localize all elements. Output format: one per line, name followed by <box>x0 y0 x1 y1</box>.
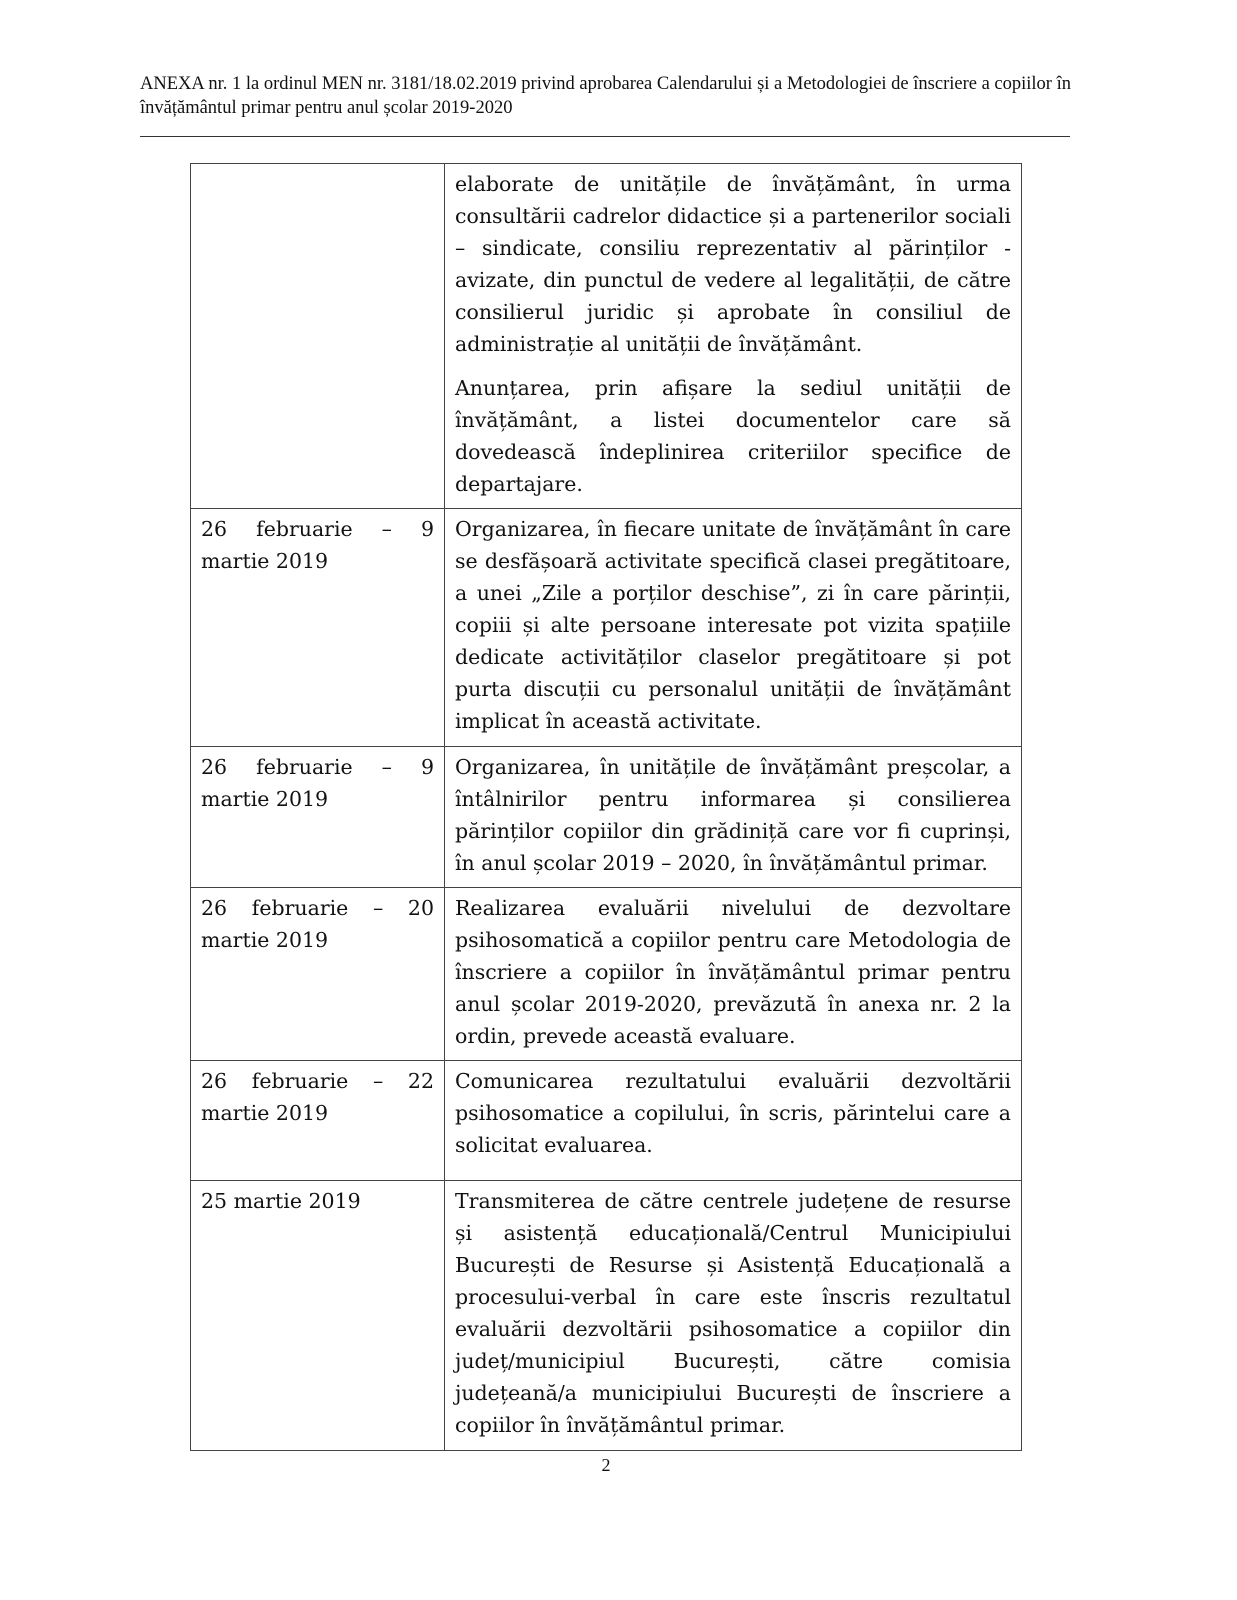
page-header: ANEXA nr. 1 la ordinul MEN nr. 3181/18.02.2019 privind aprobarea Calendarului și a Metodologiei de înscriere a copiilor în învățământul primar pentru anul școlar 2019-2020 <box>140 74 1071 118</box>
table-row <box>191 1181 1022 1451</box>
activity-cell <box>445 1061 1022 1181</box>
date-cell: 26 februarie – 20 martie 2019 <box>191 888 445 1061</box>
activity-paragraph: Transmiterea de către centrele județene de resurse și asistență educațională/Centrul Municipiului București de Resurse și Asistență Educațională a procesului-verbal în care este înscris rezultatul evaluării dezvoltării psihosomatice a copiilor din județ/municipiul București, către comisia județeană/a municipiului București de înscriere a copiilor în învățământul primar. <box>455 1189 1011 1437</box>
table-row <box>191 1061 1022 1181</box>
date-cell <box>191 164 445 509</box>
date-cell: 26 februarie – 9 martie 2019 <box>191 747 445 888</box>
date-cell: 26 februarie – 9 martie 2019 <box>191 509 445 747</box>
activity-cell <box>445 888 1022 1061</box>
activity-paragraph: Organizarea, în unitățile de învățământ preșcolar, a întâlnirilor pentru informarea și consilierea părinților copiilor din grădiniță care vor fi cuprinși, în anul școlar 2019 – 2020, în învățământul primar. <box>455 755 1011 875</box>
table-row <box>191 888 1022 1061</box>
header-divider <box>140 136 1070 137</box>
activity-paragraph: Comunicarea rezultatului evaluării dezvoltării psihosomatice a copilului, în scris, părintelui care a solicitat evaluarea. <box>455 1069 1011 1157</box>
table-row <box>191 747 1022 888</box>
date-cell: 25 martie 2019 <box>191 1181 445 1451</box>
activity-paragraph: Anunțarea, prin afișare la sediul unității de învățământ, a listei documentelor care să dovedească îndeplinirea criteriilor specifice de departajare. <box>455 376 1011 496</box>
activity-cell <box>445 509 1022 747</box>
calendar-table <box>190 163 1022 1451</box>
table-row <box>191 164 1022 509</box>
page-number: 2 <box>601 1455 611 1475</box>
activity-paragraph: Organizarea, în fiecare unitate de învățământ în care se desfășoară activitate specifică clasei pregătitoare, a unei „Zile a porților deschise”, zi în care părinții, copiii și alte persoane interesate pot vizita spațiile dedicate activităților claselor pregătitoare și pot purta discuții cu personalul unității de învățământ implicat în această activitate. <box>455 517 1011 733</box>
activity-paragraph: Realizarea evaluării nivelului de dezvoltare psihosomatică a copiilor pentru care Metodologia de înscriere a copiilor în învățământul primar pentru anul școlar 2019-2020, prevăzută în anexa nr. 2 la ordin, prevede această evaluare. <box>455 896 1011 1048</box>
table-row <box>191 509 1022 747</box>
activity-cell <box>445 747 1022 888</box>
activity-cell <box>445 1181 1022 1451</box>
activity-paragraph: elaborate de unitățile de învățământ, în urma consultării cadrelor didactice și a partenerilor sociali – sindicate, consiliu reprezentativ al părinților - avizate, din punctul de vedere al legalității, de către consilierul juridic și aprobate în consiliul de administrație al unității de învățământ. <box>455 172 1011 356</box>
activity-cell <box>445 164 1022 509</box>
date-cell: 26 februarie – 22 martie 2019 <box>191 1061 445 1181</box>
